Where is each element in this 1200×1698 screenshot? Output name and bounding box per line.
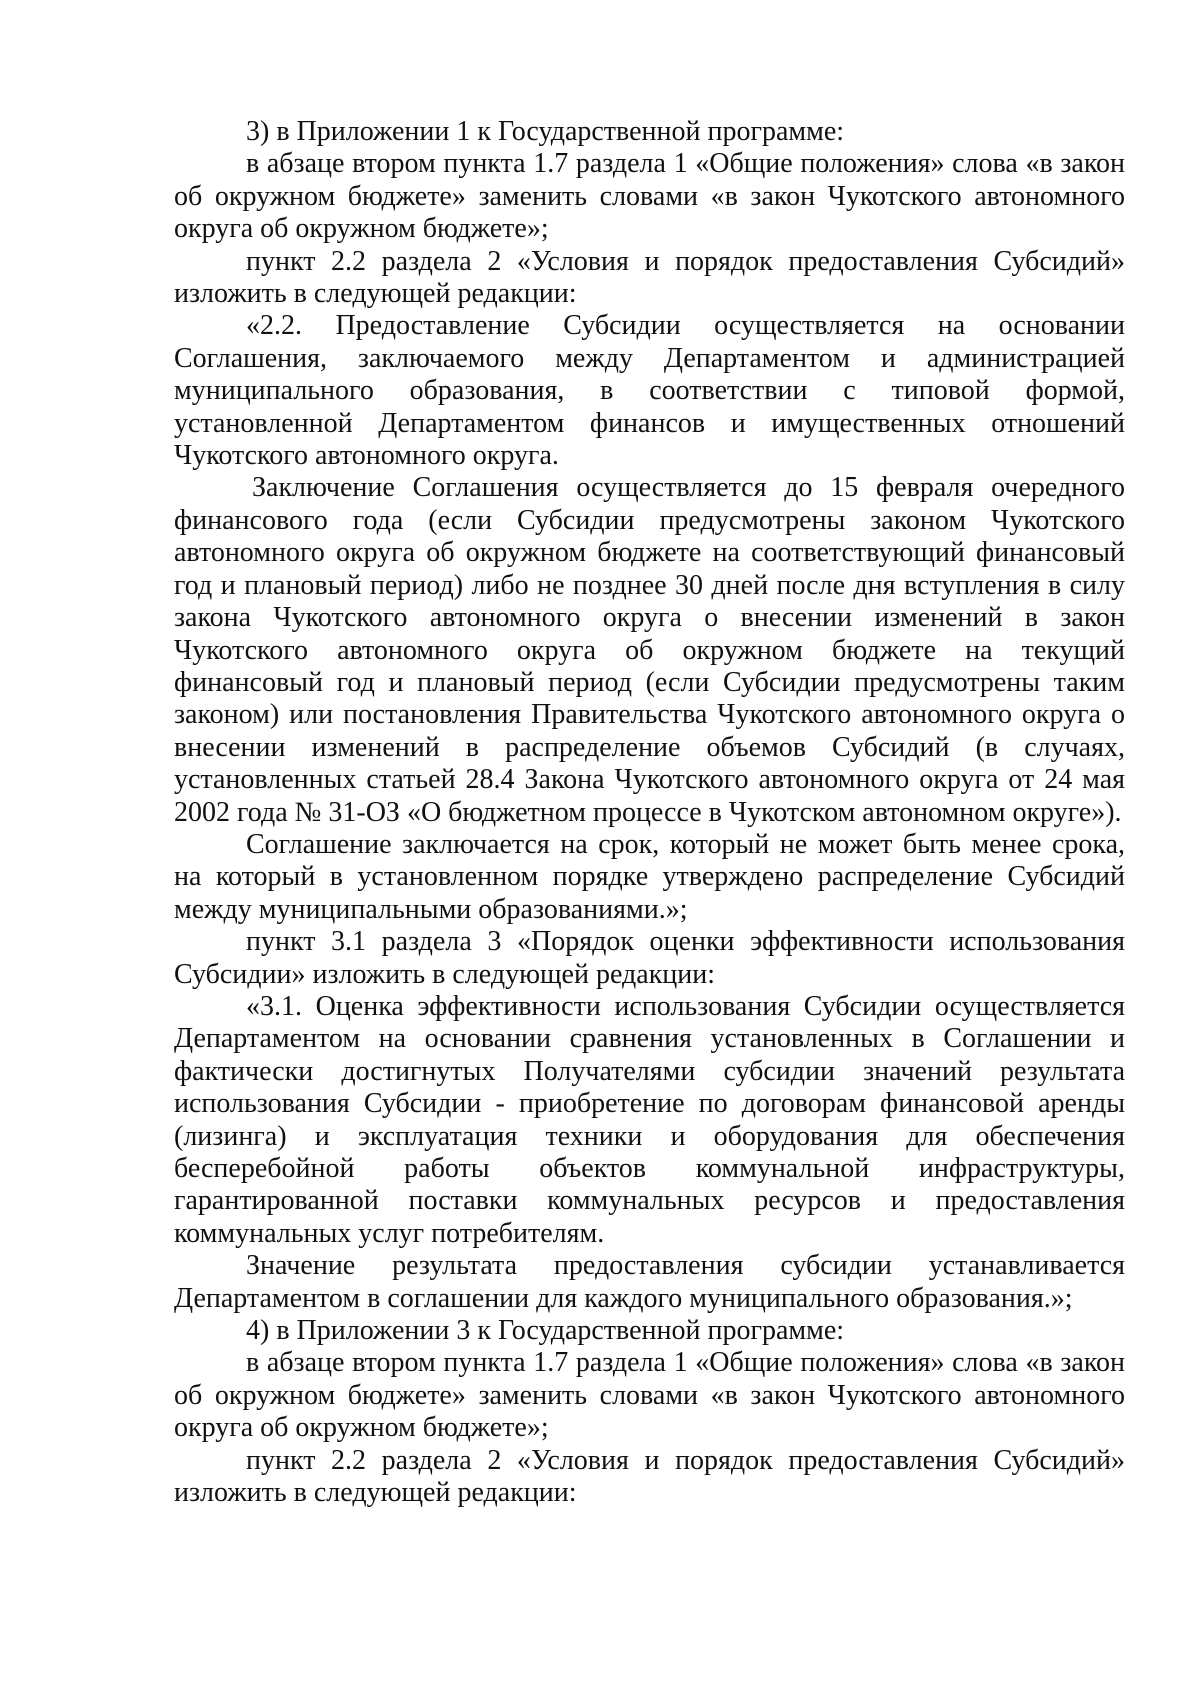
paragraph-appendix-3-amend-2-2-intro: пункт 2.2 раздела 2 «Условия и порядок предоставления Субсидий» изложить в следующей редакции: [174, 1444, 1125, 1509]
paragraph-agreement-term: Соглашение заключается на срок, который не может быть менее срока, на который в установленном порядке утверждено распределение Субсидий между муниципальными образованиями.»; [174, 828, 1125, 925]
paragraph-amend-3-1-intro: пункт 3.1 раздела 3 «Порядок оценки эффективности использования Субсидии» изложить в следующей редакции: [174, 926, 1125, 990]
document-body [174, 116, 1125, 1509]
paragraph-result-value: Значение результата предоставления субсидии устанавливается Департаментом в соглашении для каждого муниципального образования.»; [174, 1250, 1125, 1314]
paragraph-appendix-1-heading: 3) в Приложении 1 к Государственной программе: [246, 116, 845, 147]
paragraph-amend-2-2-intro: пункт 2.2 раздела 2 «Условия и порядок предоставления Субсидий» изложить в следующей редакции: [174, 245, 1125, 310]
paragraph-amend-1-7: в абзаце втором пункта 1.7 раздела 1 «Общие положения» слова «в закон об окружном бюджете» заменить словами «в закон Чукотского автономного округа об окружном бюджете»; [174, 148, 1125, 245]
paragraph-agreement-conclusion: Заключение Соглашения осуществляется до 15 февраля очередного финансового года (если Субсидии предусмотрены законом Чукотского автономного округа об окружном бюджете на соответствующий финансовый год и плановый период) либо не позднее 30 дней после дня вступления в силу закона Чукотского автономного округа о внесении изменений в закон Чукотского автономного округа об окружном бюджете на текущий финансовый год и плановый период (если Субсидии предусмотрены таким законом) или постановления Правительства Чукотского автономного округа о внесении изменений в распределение объемов Субсидий (в случаях, установленных статьей 28.4 Закона Чукотского автономного округа от 24 мая 2002 года № 31-ОЗ «О бюджетном процессе в Чукотском автономном округе»). [174, 472, 1125, 828]
paragraph-appendix-3-heading: 4) в Приложении 3 к Государственной программе: [246, 1315, 845, 1347]
paragraph-clause-3-1: «3.1. Оценка эффективности использования Субсидии осуществляется Департаментом на основании сравнения установленных в Соглашении и фактически достигнутых Получателями субсидии значений результата использования Субсидии - приобретение по договорам финансовой аренды (лизинга) и эксплуатация техники и оборудования для обеспечения бесперебойной работы объектов коммунальной инфраструктуры, гарантированной поставки коммунальных ресурсов и предоставления коммунальных услуг потребителям. [174, 990, 1125, 1249]
paragraph-appendix-3-amend-1-7: в абзаце втором пункта 1.7 раздела 1 «Общие положения» слова «в закон об окружном бюджете» заменить словами «в закон Чукотского автономного округа об окружном бюджете»; [174, 1347, 1125, 1444]
paragraph-clause-2-2: «2.2. Предоставление Субсидии осуществляется на основании Соглашения, заключаемого между Департаментом и администрацией муниципального образования, в соответствии с типовой формой, установленной Департаментом финансов и имущественных отношений Чукотского автономного округа. [174, 310, 1125, 472]
